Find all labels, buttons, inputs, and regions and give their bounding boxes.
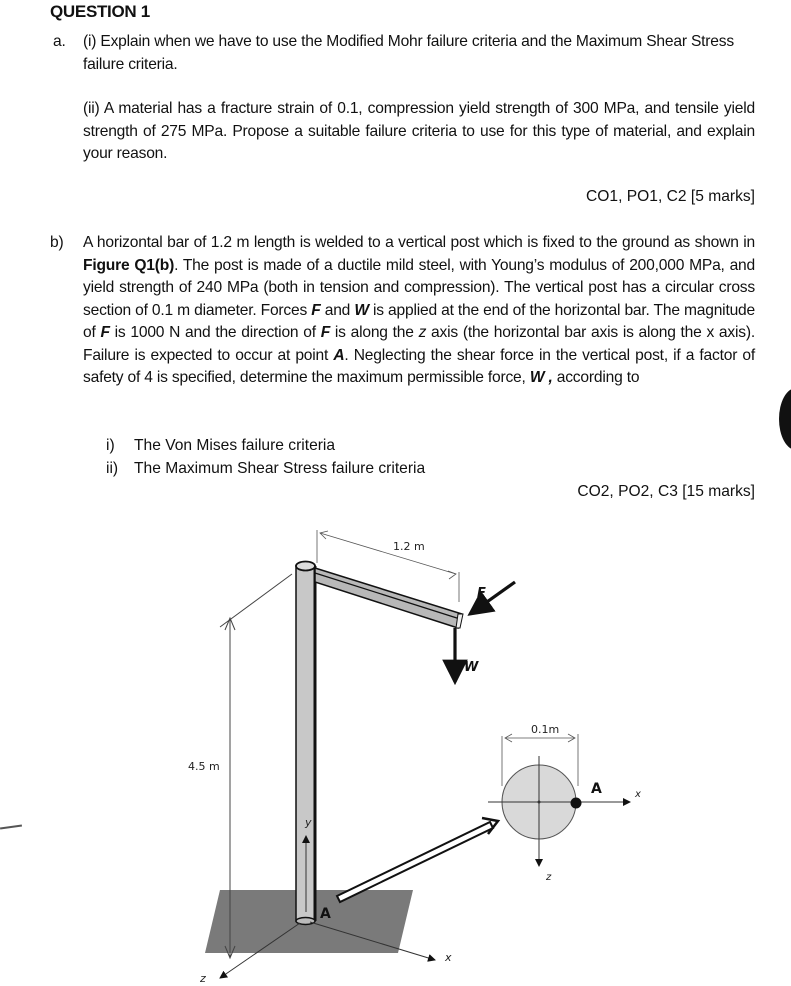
text-run: axis (the horizontal bar axis is along the x axis). Failure is expected to occur at point	[83, 324, 755, 364]
text-run: is along the	[330, 324, 419, 341]
figure-reference: Figure Q1(b)	[83, 256, 175, 274]
subitem-text: The Maximum Shear Stress failure criteria	[134, 460, 426, 477]
text-run: . Neglecting the shear force in the vertical post, if a factor of safety of 4 is specified, determine the maximum permissible force,	[83, 346, 755, 386]
text-run: according to	[552, 369, 640, 386]
symbol-W: W ,	[529, 369, 553, 386]
part-b-label: b)	[50, 234, 64, 251]
subitem-number: ii)	[106, 460, 119, 477]
text-run: A horizontal bar of 1.2 m length is welded to a vertical post which is fixed to the ground as shown in	[83, 234, 755, 251]
point-A-label: A	[320, 906, 331, 922]
force-W-label: W	[464, 660, 479, 675]
symbol-F: F	[311, 301, 321, 319]
bar-length-dimension	[320, 533, 456, 574]
symbol-F: F	[320, 324, 331, 341]
axis-y-label: y	[305, 816, 312, 829]
subitem-number: i)	[106, 437, 115, 454]
question-title: QUESTION 1	[50, 2, 150, 21]
section-point-A-label: A	[591, 781, 602, 797]
post-height-label: 4.5 m	[188, 760, 220, 773]
height-extension-line	[220, 574, 292, 627]
axis-z-label: z	[200, 972, 206, 985]
text-run: is 1000 N and the direction of	[109, 324, 321, 341]
symbol-F: F	[100, 324, 110, 341]
axis-x-label: x	[445, 951, 452, 964]
force-F-label: F	[477, 586, 486, 601]
section-axis-x-label: x	[635, 789, 641, 800]
part-b-marks: CO2, PO2, C3 [15 marks]	[577, 483, 755, 500]
part-a-i-text: (i) Explain when we have to use the Modified Mohr failure criteria and the Maximum Shear Stress failure criteria.	[83, 33, 734, 73]
bar-length-label: 1.2 m	[393, 540, 425, 553]
section-point-A	[571, 798, 582, 809]
part-a-marks: CO1, PO1, C2 [5 marks]	[586, 188, 755, 205]
diameter-label: 0.1m	[531, 723, 560, 736]
horizontal-bar	[315, 568, 462, 628]
section-callout-arrow	[337, 818, 498, 902]
post-top	[296, 562, 315, 571]
symbol-A: A	[333, 346, 345, 364]
text-run: . The post is made of a ductile mild steel, with Young’s modulus of 200,000 MPa, and yield strength of 240 MPa (both in tension and compression). The vertical post has a circular cross section of 0.1 m diameter. Forces	[83, 256, 755, 319]
subitem-text: The Von Mises failure criteria	[134, 437, 336, 454]
symbol-W: W	[354, 301, 369, 319]
part-a-ii-text: (ii) A material has a fracture strain of 0.1, compression yield strength of 300 MPa, and tensile yield strength of 275 MPa. Propose a suitable failure criteria to use for this type of material, and explain your reason.	[83, 100, 755, 162]
part-a-label: a.	[53, 33, 66, 50]
section-axis-z-label: z	[546, 872, 552, 883]
symbol-z: z	[418, 324, 427, 341]
text-run: and	[320, 301, 355, 319]
text-run: is applied at the end of the horizontal bar. The magnitude of	[83, 301, 756, 341]
